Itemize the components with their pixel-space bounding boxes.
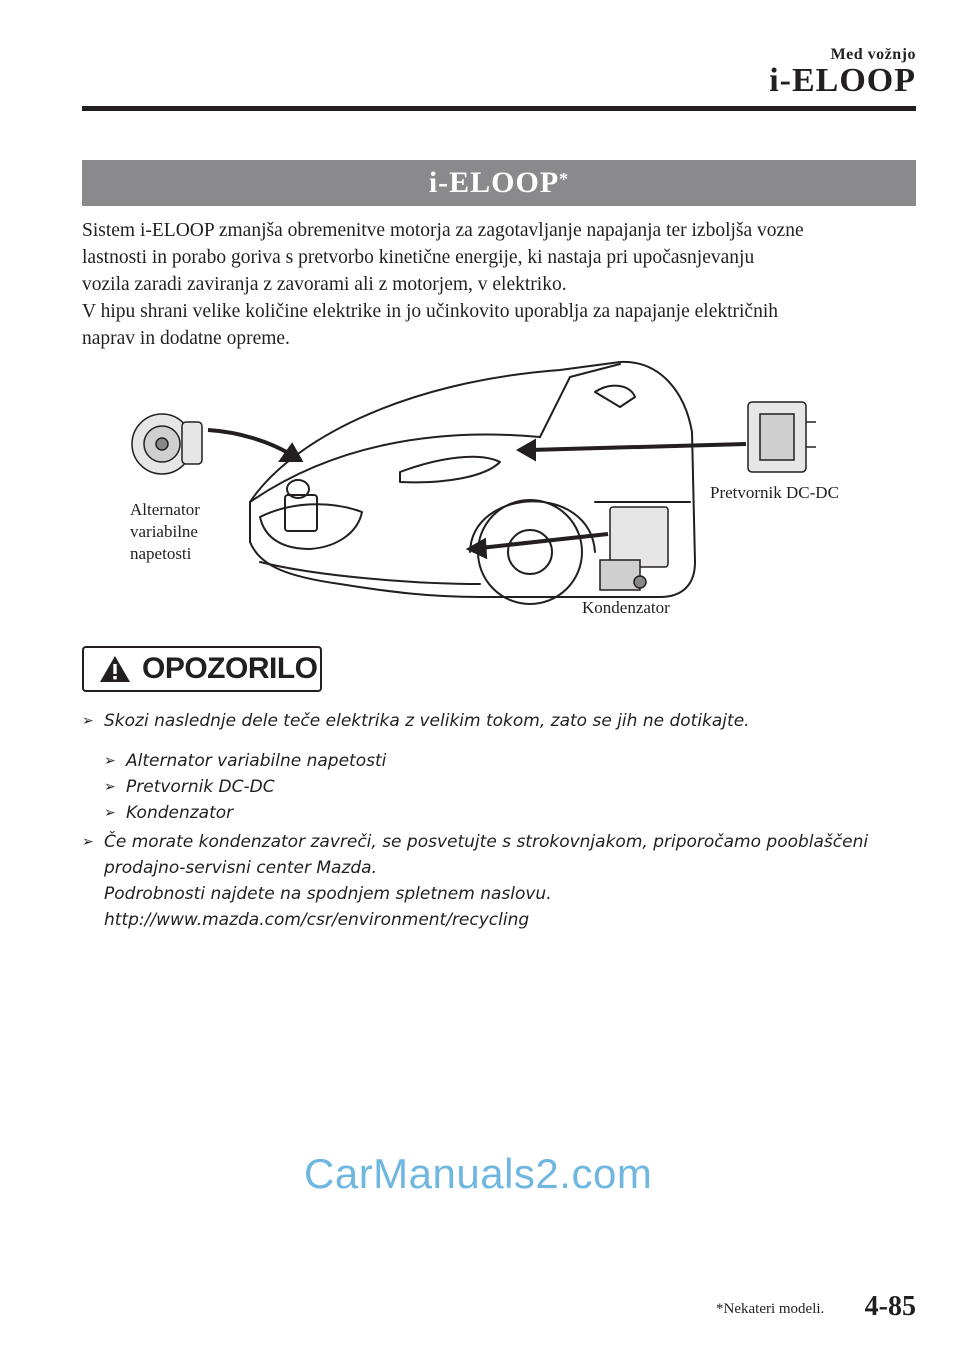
warning-sub-3 [104,800,922,826]
warning-sub-2-text: Pretvornik DC-DC [126,777,275,797]
car-headlight [400,457,500,483]
i-eloop-figure [100,352,880,632]
capacitor-part [600,507,668,590]
bullet-arrow-icon: ➢ [104,753,116,769]
warning-sub-1 [104,748,922,774]
bullet-arrow-icon: ➢ [104,805,116,821]
page-number: 4-85 [864,1291,916,1322]
alternator-part [132,414,202,474]
header-rule [82,106,916,111]
footnote: *Nekateri modeli. [716,1301,825,1317]
warning-triangle-icon [98,654,132,684]
watermark: CarManuals2.com [304,1150,653,1197]
warning-sub-1-text: Alternator variabilne napetosti [126,751,387,771]
warning-bullet-1-text: Skozi naslednje dele teče elektrika z velikim tokom, zato se jih ne dotikajte. [104,711,750,731]
section-marker: * [559,168,570,189]
intro-line-4: V hipu shrani velike količine elektrike in jo učinkovito uporablja za napajanje električnih [82,301,779,322]
car-mirror [595,386,635,407]
warning-list [82,708,922,933]
label-capacitor: Kondenzator [582,598,670,617]
warning-bullet-2-line-3: Podrobnosti najdete na spodnjem spletnem naslovu. [104,884,552,904]
label-alternator [130,499,200,565]
warning-heading [82,646,322,692]
intro-paragraph [82,217,918,352]
intro-line-5: naprav in dodatne opreme. [82,328,290,349]
intro-line-2: lastnosti in porabo goriva s pretvorbo kinetične energije, ki nastaja pri upočasnjevanju [82,247,755,268]
warning-sub-3-text: Kondenzator [126,803,234,823]
bullet-arrow-icon: ➢ [82,713,94,729]
label-alternator-line-1: Alternator [130,500,200,519]
warning-sub-2 [104,774,922,800]
warning-bullet-2-line-2: prodajno-servisni center Mazda. [104,858,377,878]
bullet-arrow-icon: ➢ [104,779,116,795]
bullet-arrow-icon: ➢ [82,834,94,850]
car-bumper [260,562,480,584]
section-title: i-ELOOP [428,166,560,199]
label-dcdc: Pretvornik DC-DC [710,483,839,502]
intro-line-1: Sistem i-ELOOP zmanjša obremenitve motorja za zagotavljanje napajanja ter izboljša vozne [82,220,804,241]
car-grille [260,504,362,549]
warning-bullet-2 [82,829,922,933]
recycling-url: http://www.mazda.com/csr/environment/recycling [104,910,530,930]
warning-title: OPOZORILO [142,652,318,685]
header-title: i-ELOOP [769,62,916,99]
warning-bullet-2-line-1: Če morate kondenzator zavreči, se posvetujte s strokovnjakom, priporočamo pooblaščeni [104,832,869,852]
dcdc-part [748,402,816,472]
car-wheel [478,500,582,604]
car-plate [285,495,317,531]
car-wheel-hub [508,530,552,574]
label-alternator-line-2: variabilne [130,522,198,541]
label-alternator-line-3: napetosti [130,544,192,563]
intro-line-3: vozila zaradi zaviranja z zavorami ali z motorjem, v elektriko. [82,274,567,295]
section-banner [82,160,916,206]
header-section: Med vožnjo [830,46,916,63]
warning-bullet-1 [82,708,922,734]
